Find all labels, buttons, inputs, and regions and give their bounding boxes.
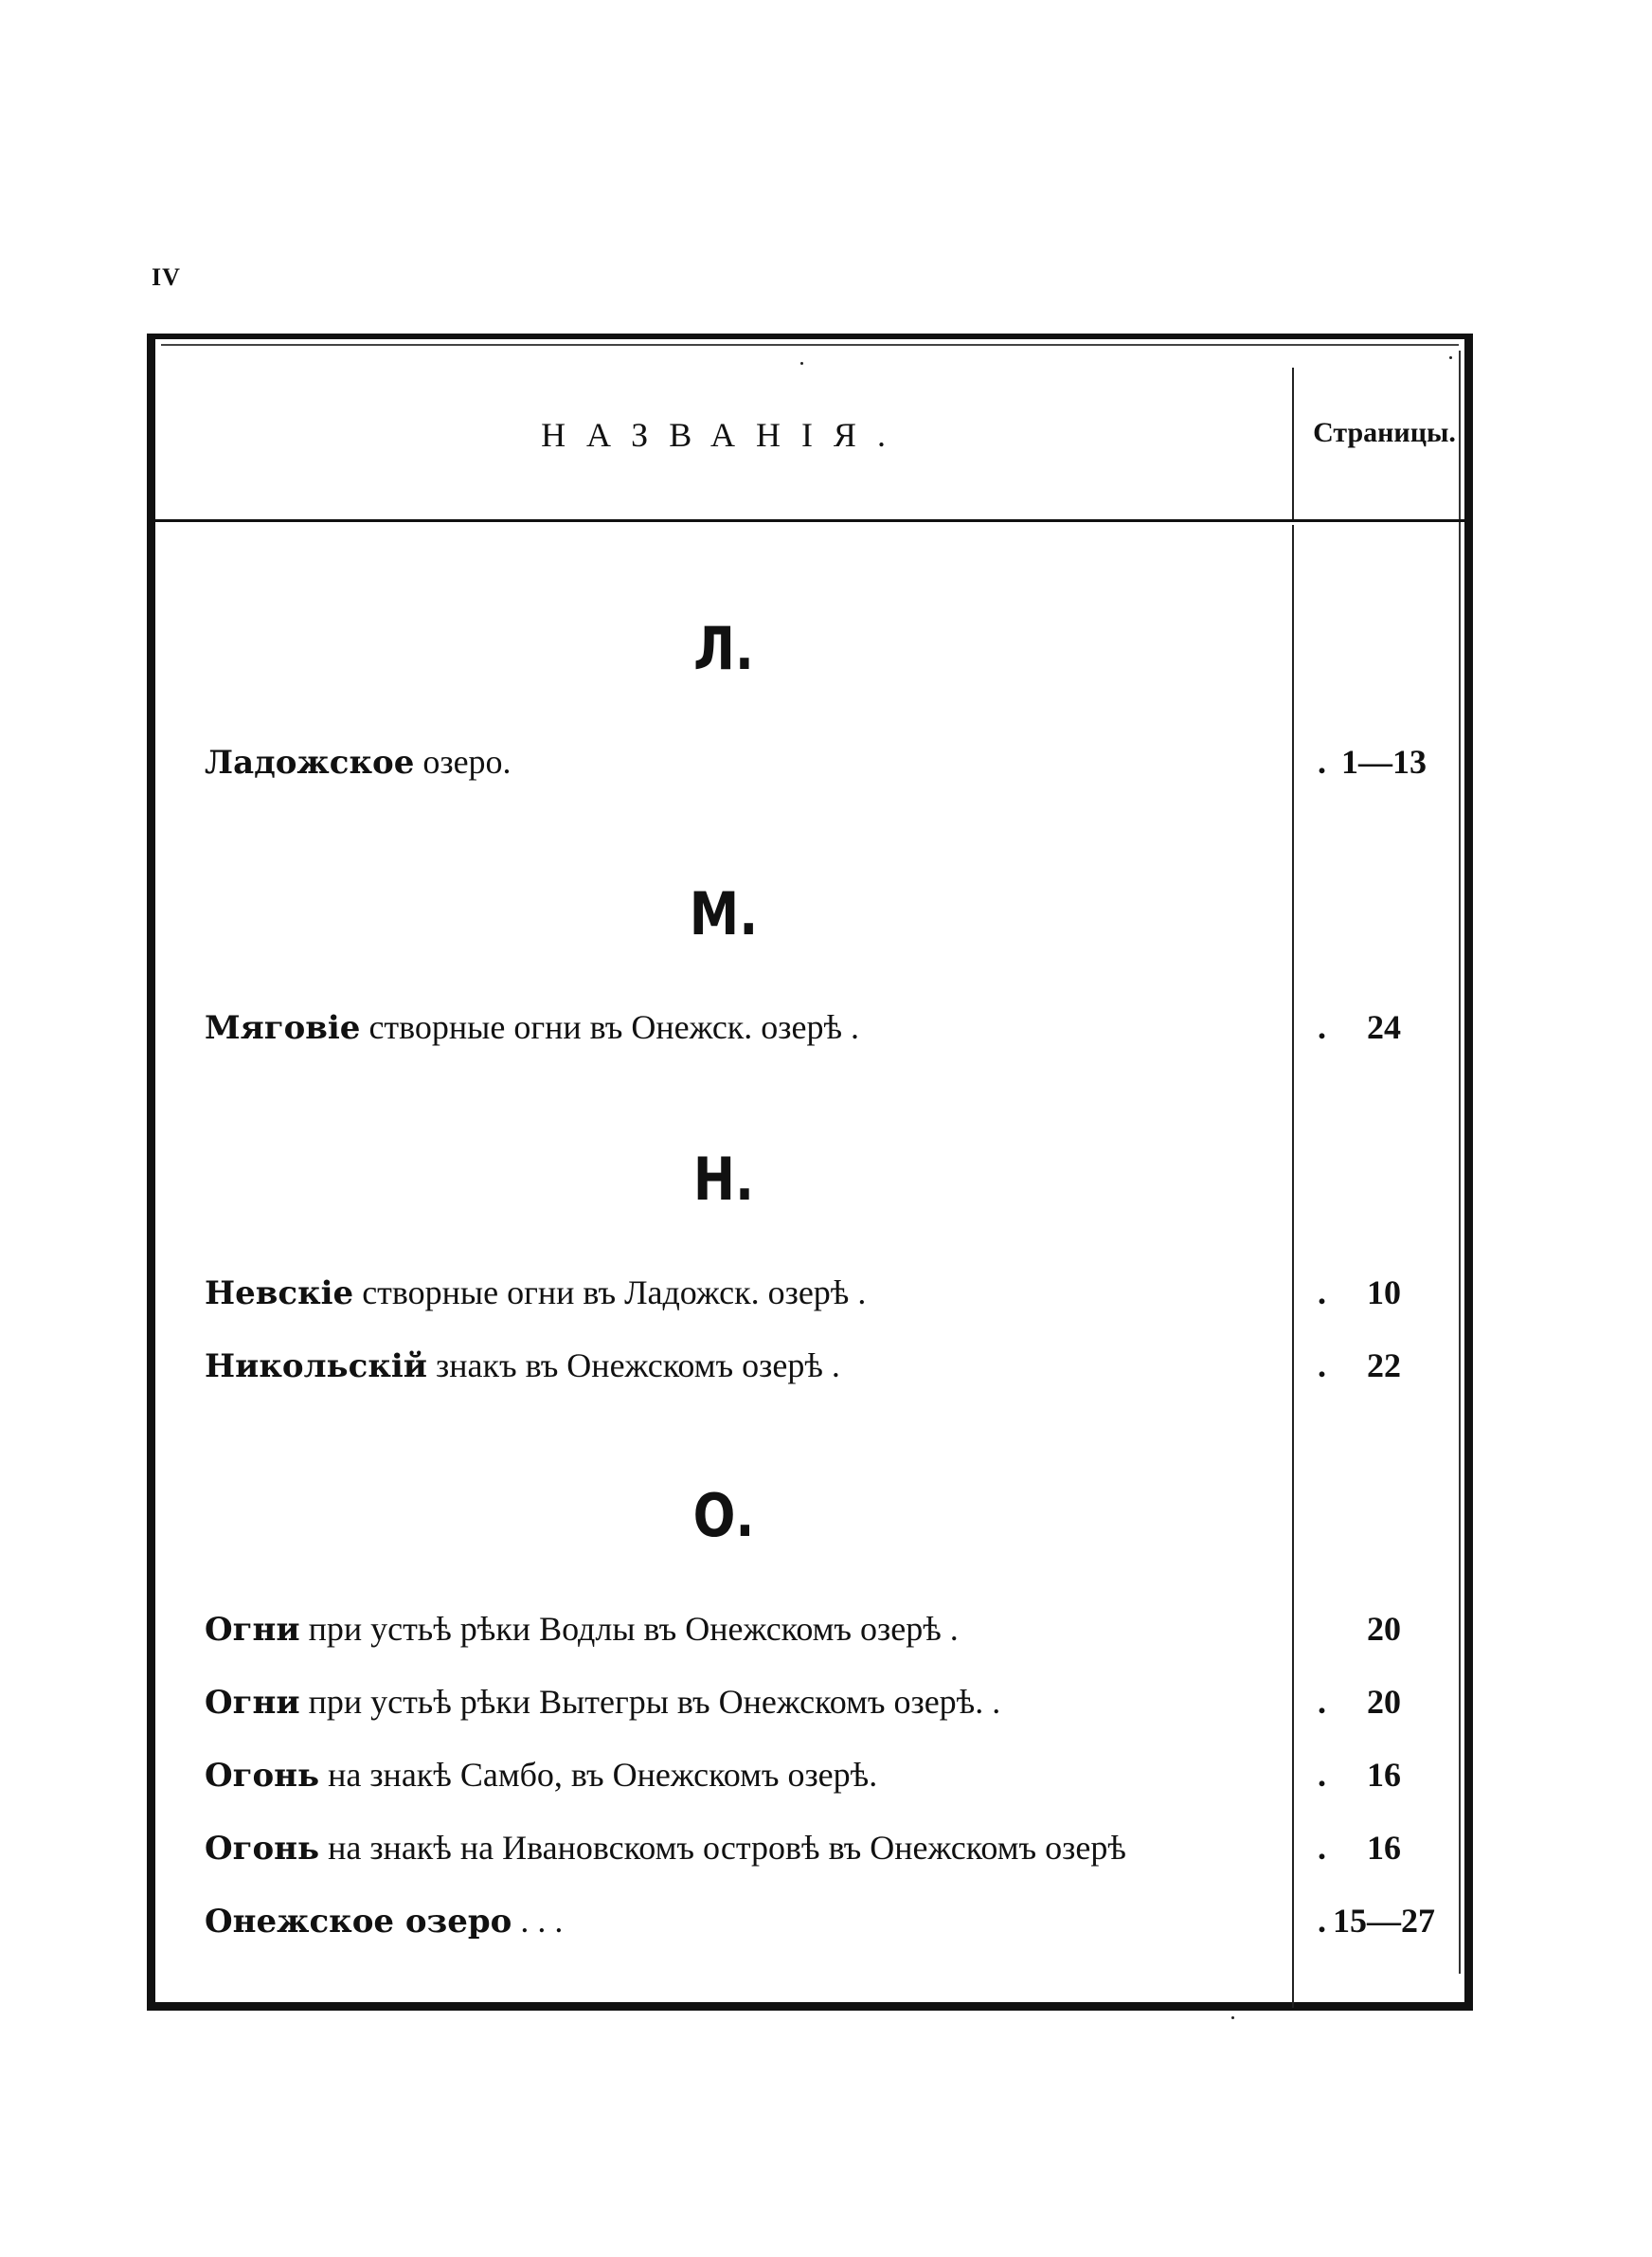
names-column-header: НАЗВАНІЯ. (541, 416, 907, 454)
entry-name: Огни при устьѣ рѣки Водлы въ Онежскомъ озерѣ . (205, 1610, 959, 1649)
index-entry (205, 1273, 1436, 1320)
entry-pages: 24 (1367, 1008, 1401, 1046)
header-column-divider (1292, 368, 1294, 519)
entry-name: Никольскій знакъ въ Онежскомъ озерѣ . (205, 1346, 840, 1385)
entry-leader-dot: . (1318, 1273, 1326, 1311)
index-entry (205, 1007, 1436, 1055)
entry-pages: 10 (1367, 1273, 1401, 1311)
section-letter-o: О. (692, 1481, 755, 1550)
index-entry (205, 1901, 1436, 1948)
entry-name: Ладожское озеро. (205, 743, 512, 782)
index-entry (205, 1828, 1436, 1875)
entry-name: Огни при устьѣ рѣки Вытегры въ Онежскомъ озерѣ. . (205, 1683, 1001, 1722)
entry-leader-dot: . (1318, 1902, 1326, 1940)
pages-column-header: Страницы. (1313, 417, 1456, 448)
entry-leader-dot: . (1318, 1829, 1326, 1867)
entry-name: Мяговіе створные огни въ Онежск. озерѣ . (205, 1008, 860, 1047)
entry-leader-dot: . (1318, 743, 1326, 781)
print-speck (800, 362, 803, 365)
entry-name: Огонь на знакѣ на Ивановскомъ островѣ въ Онежскомъ озерѣ (205, 1829, 1126, 1868)
index-entry (205, 1755, 1436, 1802)
entry-name: Онежское озеро . . . (205, 1902, 564, 1941)
section-letter-m: М. (689, 879, 759, 948)
entry-name: Невскіе створные огни въ Ладожск. озерѣ . (205, 1273, 867, 1312)
print-speck (1231, 2016, 1234, 2019)
index-entry (205, 1682, 1436, 1729)
section-letter-n: Н. (692, 1145, 755, 1214)
entry-pages: 22 (1367, 1346, 1401, 1384)
entry-leader-dot: . (1318, 1008, 1326, 1046)
entry-leader-dot: . (1318, 1346, 1326, 1384)
table-inner-rule (1459, 351, 1461, 1974)
entry-pages: 16 (1367, 1829, 1401, 1867)
page-number: IV (152, 263, 181, 291)
index-entry (205, 742, 1436, 789)
section-letter-l: Л. (693, 614, 754, 683)
entry-pages: 1—13 (1341, 743, 1427, 781)
entry-leader-dot: . (1318, 1683, 1326, 1721)
table-header (155, 339, 1464, 522)
entry-pages: 20 (1367, 1683, 1401, 1721)
print-speck (1449, 356, 1452, 359)
index-table (147, 334, 1473, 2011)
entry-pages: 16 (1367, 1756, 1401, 1794)
entry-pages: 20 (1367, 1610, 1401, 1648)
index-entry (205, 1609, 1436, 1656)
entry-leader-dot: . (1318, 1756, 1326, 1794)
entry-name: Огонь на знакѣ Самбо, въ Онежскомъ озерѣ. (205, 1756, 878, 1795)
index-entry (205, 1345, 1436, 1393)
entry-pages: 15—27 (1333, 1902, 1435, 1940)
